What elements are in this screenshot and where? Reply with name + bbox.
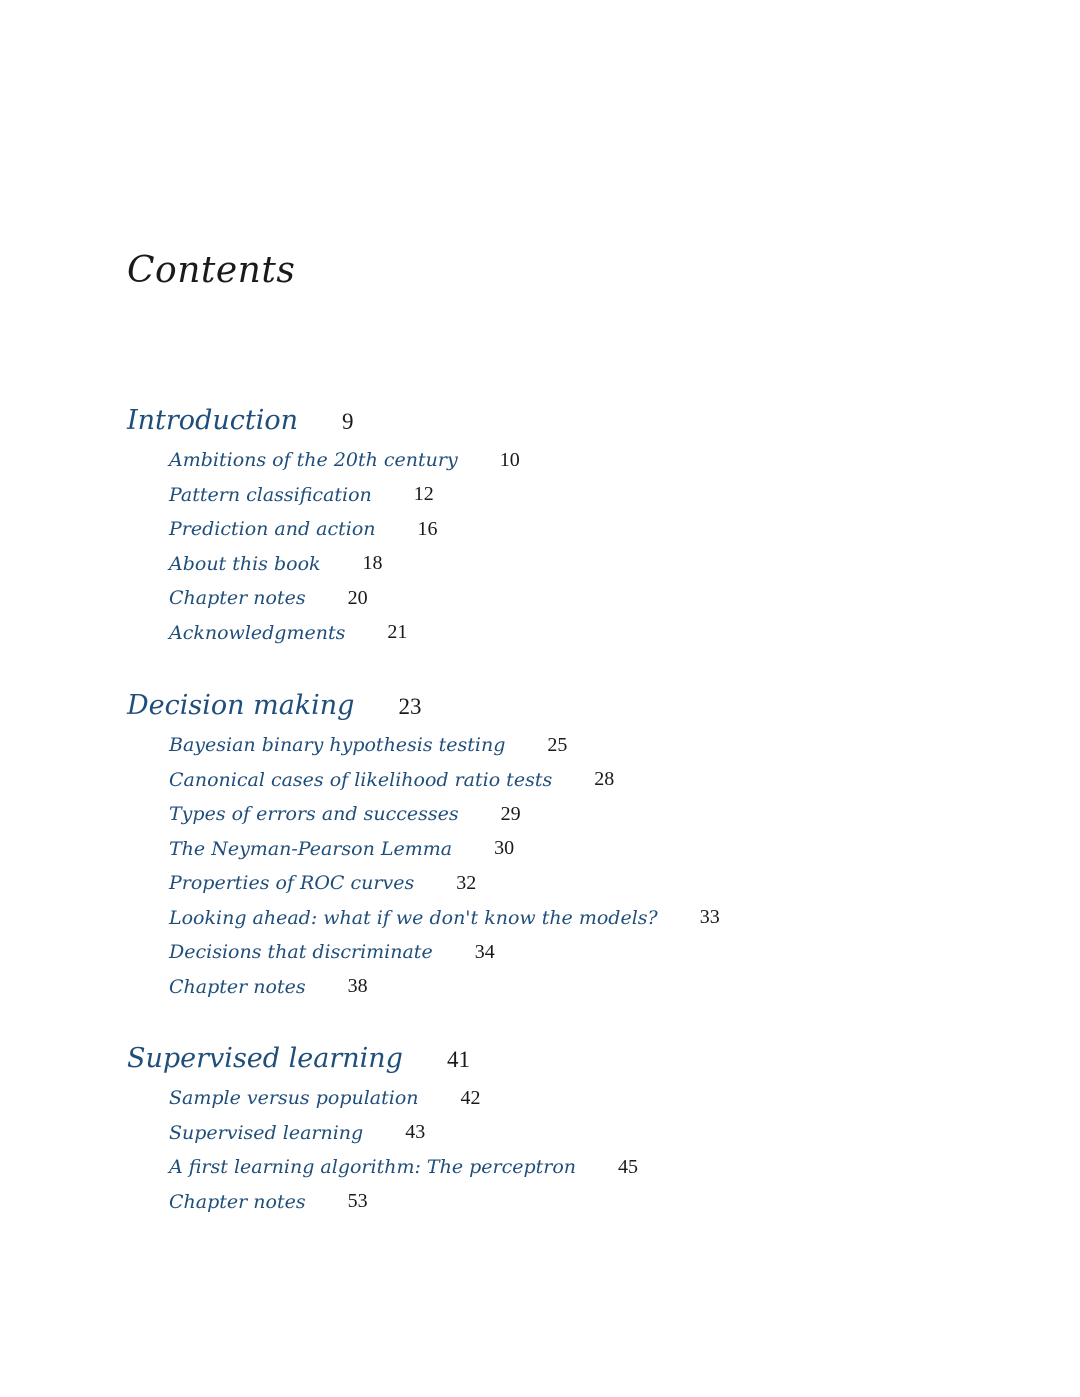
toc-entry[interactable]: [169, 901, 720, 936]
section-title[interactable]: Acknowledgments: [169, 621, 346, 644]
section-page-number: 53: [347, 1190, 368, 1213]
page-title: Contents: [127, 250, 296, 291]
toc-entry[interactable]: [169, 763, 720, 798]
section-page-number: 25: [547, 733, 568, 756]
toc-entry[interactable]: [169, 443, 520, 478]
section-page-number: 20: [347, 586, 368, 609]
chapter-supervised-learning: [127, 1043, 638, 1219]
section-list: [127, 1081, 638, 1219]
section-page-number: 30: [494, 837, 515, 860]
section-page-number: 45: [618, 1155, 639, 1178]
section-title[interactable]: Chapter notes: [169, 975, 306, 998]
toc-entry[interactable]: [169, 1116, 638, 1151]
toc-entry[interactable]: [169, 1185, 638, 1220]
section-page-number: 21: [387, 621, 408, 644]
section-page-number: 38: [347, 975, 368, 998]
toc-entry[interactable]: [169, 512, 520, 547]
section-page-number: 18: [362, 552, 383, 575]
section-page-number: 10: [499, 448, 520, 471]
section-title[interactable]: Chapter notes: [169, 1190, 306, 1213]
toc-entry[interactable]: [169, 581, 520, 616]
toc-entry[interactable]: [169, 797, 720, 832]
section-title[interactable]: Looking ahead: what if we don't know the models?: [169, 906, 658, 929]
section-title[interactable]: Sample versus population: [169, 1087, 419, 1110]
section-title[interactable]: Canonical cases of likelihood ratio tests: [169, 768, 553, 791]
toc-entry[interactable]: [169, 478, 520, 513]
toc-entry[interactable]: [169, 970, 720, 1005]
section-title[interactable]: Chapter notes: [169, 587, 306, 610]
toc-entry[interactable]: [169, 866, 720, 901]
section-title[interactable]: Decisions that discriminate: [169, 941, 433, 964]
toc-entry[interactable]: [169, 1081, 638, 1116]
section-page-number: 33: [699, 906, 720, 929]
toc-entry[interactable]: [169, 547, 520, 582]
section-page-number: 34: [474, 940, 495, 963]
section-title[interactable]: About this book: [169, 552, 321, 575]
section-page-number: 12: [413, 483, 434, 506]
section-page-number: 42: [460, 1086, 481, 1109]
toc-entry[interactable]: [169, 616, 520, 651]
section-title[interactable]: A first learning algorithm: The perceptron: [169, 1156, 577, 1179]
section-title[interactable]: Bayesian binary hypothesis testing: [169, 734, 506, 757]
chapter-page-number: 9: [342, 409, 354, 434]
section-title[interactable]: Prediction and action: [169, 518, 376, 541]
section-page-number: 43: [405, 1121, 426, 1144]
toc-entry[interactable]: [169, 832, 720, 867]
section-page-number: 29: [500, 802, 521, 825]
section-list: [127, 443, 520, 650]
chapter-heading[interactable]: [127, 405, 520, 443]
section-list: [127, 728, 720, 1004]
toc-entry[interactable]: [169, 728, 720, 763]
section-page-number: 28: [594, 768, 615, 791]
chapter-title[interactable]: Supervised learning: [127, 1043, 403, 1074]
section-title[interactable]: Supervised learning: [169, 1121, 364, 1144]
chapter-decision-making: [127, 690, 720, 1004]
chapter-heading[interactable]: [127, 1043, 638, 1081]
toc-entry[interactable]: [169, 1150, 638, 1185]
chapter-page-number: 23: [398, 694, 422, 719]
section-title[interactable]: The Neyman-Pearson Lemma: [169, 837, 453, 860]
section-title[interactable]: Pattern classification: [169, 483, 372, 506]
chapter-title[interactable]: Decision making: [127, 690, 355, 721]
section-title[interactable]: Ambitions of the 20th century: [169, 449, 458, 472]
section-title[interactable]: Types of errors and successes: [169, 803, 459, 826]
chapter-introduction: [127, 405, 520, 650]
chapter-page-number: 41: [446, 1047, 470, 1072]
section-page-number: 32: [456, 871, 477, 894]
section-page-number: 16: [417, 517, 438, 540]
section-title[interactable]: Properties of ROC curves: [169, 872, 415, 895]
chapter-heading[interactable]: [127, 690, 720, 728]
chapter-title[interactable]: Introduction: [127, 405, 298, 436]
toc-entry[interactable]: [169, 935, 720, 970]
